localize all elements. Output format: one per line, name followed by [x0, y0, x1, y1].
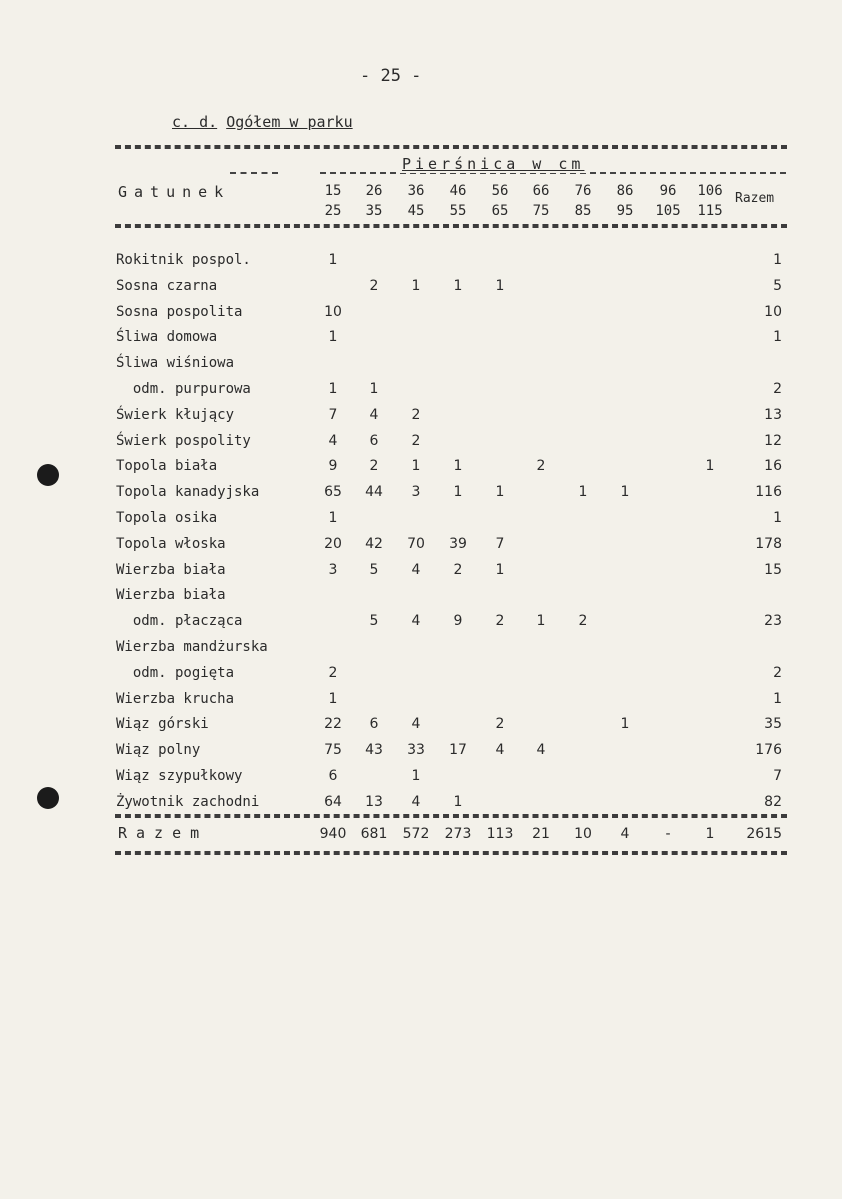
count-cell: 64: [324, 794, 342, 810]
count-cell: 2: [578, 613, 588, 629]
count-cell: 1: [620, 484, 630, 500]
divider: [115, 814, 787, 818]
count-cell: 2: [411, 407, 421, 423]
count-cell: 2: [495, 613, 505, 629]
species-label: Wierzba krucha: [116, 691, 235, 707]
row-total-cell: 1: [773, 252, 782, 268]
count-cell: 5: [369, 613, 379, 629]
range-to: 75: [532, 203, 550, 219]
count-cell: 1: [453, 794, 463, 810]
count-cell: 2: [369, 458, 379, 474]
species-label: Rokitnik pospol.: [116, 252, 251, 268]
count-cell: 1: [328, 381, 338, 397]
range-to: 65: [491, 203, 509, 219]
count-cell: 10: [324, 304, 342, 320]
row-total-cell: 1: [773, 329, 782, 345]
count-cell: 1: [536, 613, 546, 629]
count-cell: 65: [324, 484, 342, 500]
count-cell: 1: [453, 458, 463, 474]
row-total-cell: 10: [764, 304, 782, 320]
count-cell: 43: [365, 742, 383, 758]
range-from: 26: [365, 183, 383, 199]
count-cell: 33: [407, 742, 425, 758]
row-total-cell: 82: [764, 794, 782, 810]
range-from: 86: [616, 183, 634, 199]
count-cell: 5: [369, 562, 379, 578]
row-total-cell: 15: [764, 562, 782, 578]
count-cell: 7: [495, 536, 505, 552]
species-label: odm. purpurowa: [116, 381, 251, 397]
divider: [115, 224, 787, 228]
grand-total-cell: 2615: [746, 826, 782, 842]
row-total-cell: 12: [764, 433, 782, 449]
species-label: Świerk pospolity: [116, 433, 251, 449]
diameter-range-header: [480, 181, 520, 221]
species-label: Wiąz szypułkowy: [116, 768, 243, 784]
punch-hole: [37, 787, 59, 809]
column-total-cell: 273: [444, 826, 472, 842]
range-from: 56: [491, 183, 509, 199]
range-from: 96: [659, 183, 677, 199]
diameter-range-header: [438, 181, 478, 221]
range-from: 46: [449, 183, 467, 199]
divider: [115, 851, 787, 855]
count-cell: 13: [365, 794, 383, 810]
count-cell: 1: [411, 458, 421, 474]
count-cell: 1: [411, 768, 421, 784]
row-total-cell: 35: [764, 716, 782, 732]
count-cell: 9: [453, 613, 463, 629]
count-cell: 1: [578, 484, 588, 500]
total-column-header: Razem: [735, 191, 775, 206]
column-total-cell: 1: [705, 826, 715, 842]
count-cell: 4: [369, 407, 379, 423]
species-label: Sosna pospolita: [116, 304, 243, 320]
count-cell: 44: [365, 484, 383, 500]
range-from: 36: [407, 183, 425, 199]
species-label: Wierzba mandżurska: [116, 639, 268, 655]
diameter-range-header: [648, 181, 688, 221]
count-cell: 22: [324, 716, 342, 732]
count-cell: 1: [328, 510, 338, 526]
species-label: odm. pogięta: [116, 665, 235, 681]
range-from: 106: [697, 183, 723, 199]
species-label: Żywotnik zachodni: [116, 794, 260, 810]
heading-prefix: c. d.: [172, 113, 218, 131]
count-cell: 1: [453, 278, 463, 294]
count-cell: 1: [495, 278, 505, 294]
count-cell: 6: [369, 433, 379, 449]
heading-title: Ogółem w parku: [226, 113, 353, 131]
diameter-range-header: [605, 181, 645, 221]
range-to: 55: [449, 203, 467, 219]
count-cell: 20: [324, 536, 342, 552]
species-label: Wierzba biała: [116, 562, 226, 578]
count-cell: 4: [328, 433, 338, 449]
count-cell: 1: [328, 252, 338, 268]
count-cell: 70: [407, 536, 425, 552]
row-total-cell: 2: [773, 665, 782, 681]
species-label: Topola biała: [116, 458, 218, 474]
row-total-cell: 13: [764, 407, 782, 423]
row-total-cell: 176: [755, 742, 782, 758]
diameter-range-header: [313, 181, 353, 221]
count-cell: 6: [369, 716, 379, 732]
species-label: odm. płacząca: [116, 613, 243, 629]
column-total-cell: 572: [402, 826, 430, 842]
row-total-cell: 16: [764, 458, 782, 474]
count-cell: 1: [495, 484, 505, 500]
page-number: - 25 -: [360, 66, 422, 86]
row-total-cell: 2: [773, 381, 782, 397]
count-cell: 1: [369, 381, 379, 397]
count-cell: 2: [453, 562, 463, 578]
section-heading: [172, 113, 353, 131]
count-cell: 7: [328, 407, 338, 423]
count-cell: 3: [328, 562, 338, 578]
row-total-cell: 1: [773, 691, 782, 707]
range-to: 35: [365, 203, 383, 219]
count-cell: 42: [365, 536, 383, 552]
count-cell: 39: [449, 536, 467, 552]
diameter-range-header: [396, 181, 436, 221]
column-total-cell: 10: [574, 826, 592, 842]
range-to: 95: [616, 203, 634, 219]
row-total-cell: 116: [755, 484, 782, 500]
column-total-cell: 681: [360, 826, 388, 842]
column-total-cell: 113: [486, 826, 514, 842]
count-cell: 17: [449, 742, 467, 758]
range-to: 25: [324, 203, 342, 219]
species-label: Topola kanadyjska: [116, 484, 260, 500]
column-total-cell: 940: [319, 826, 347, 842]
row-total-cell: 5: [773, 278, 782, 294]
count-cell: 9: [328, 458, 338, 474]
count-cell: 2: [328, 665, 338, 681]
totals-label: Razem: [118, 824, 209, 842]
count-cell: 1: [411, 278, 421, 294]
species-label: Topola osika: [116, 510, 218, 526]
column-total-cell: 4: [620, 826, 630, 842]
divider: [230, 172, 278, 174]
divider: [115, 145, 787, 149]
column-total-cell: 21: [532, 826, 550, 842]
count-cell: 1: [328, 691, 338, 707]
range-to: 115: [697, 203, 723, 219]
diameter-range-header: [563, 181, 603, 221]
count-cell: 4: [411, 794, 421, 810]
count-cell: 1: [705, 458, 715, 474]
range-to: 45: [407, 203, 425, 219]
species-label: Sosna czarna: [116, 278, 218, 294]
diameter-range-header: [690, 181, 730, 221]
row-total-cell: 178: [755, 536, 782, 552]
species-label: Wiąz polny: [116, 742, 201, 758]
range-to: 85: [574, 203, 592, 219]
diameter-range-header: [521, 181, 561, 221]
count-cell: 2: [536, 458, 546, 474]
count-cell: 1: [495, 562, 505, 578]
count-cell: 4: [411, 562, 421, 578]
row-total-cell: 7: [773, 768, 782, 784]
row-total-cell: 1: [773, 510, 782, 526]
count-cell: 2: [369, 278, 379, 294]
count-cell: 1: [453, 484, 463, 500]
species-label: Śliwa wiśniowa: [116, 355, 235, 371]
species-column-header: Gatunek: [118, 183, 231, 201]
row-total-cell: 23: [764, 613, 782, 629]
range-from: 76: [574, 183, 592, 199]
count-cell: 4: [495, 742, 505, 758]
count-cell: 2: [495, 716, 505, 732]
count-cell: 1: [620, 716, 630, 732]
species-label: Śliwa domowa: [116, 329, 218, 345]
column-total-cell: -: [665, 826, 671, 842]
count-cell: 75: [324, 742, 342, 758]
range-from: 15: [324, 183, 342, 199]
species-label: Topola włoska: [116, 536, 226, 552]
count-cell: 4: [536, 742, 546, 758]
range-to: 105: [655, 203, 681, 219]
count-cell: 4: [411, 716, 421, 732]
count-cell: 4: [411, 613, 421, 629]
count-cell: 3: [411, 484, 421, 500]
range-from: 66: [532, 183, 550, 199]
species-label: Wiąz górski: [116, 716, 209, 732]
diameter-header: Pierśnica w cm: [398, 155, 588, 173]
diameter-range-header: [354, 181, 394, 221]
count-cell: 6: [328, 768, 338, 784]
species-label: Świerk kłujący: [116, 407, 235, 423]
species-label: Wierzba biała: [116, 587, 226, 603]
count-cell: 2: [411, 433, 421, 449]
punch-hole: [37, 464, 59, 486]
count-cell: 1: [328, 329, 338, 345]
